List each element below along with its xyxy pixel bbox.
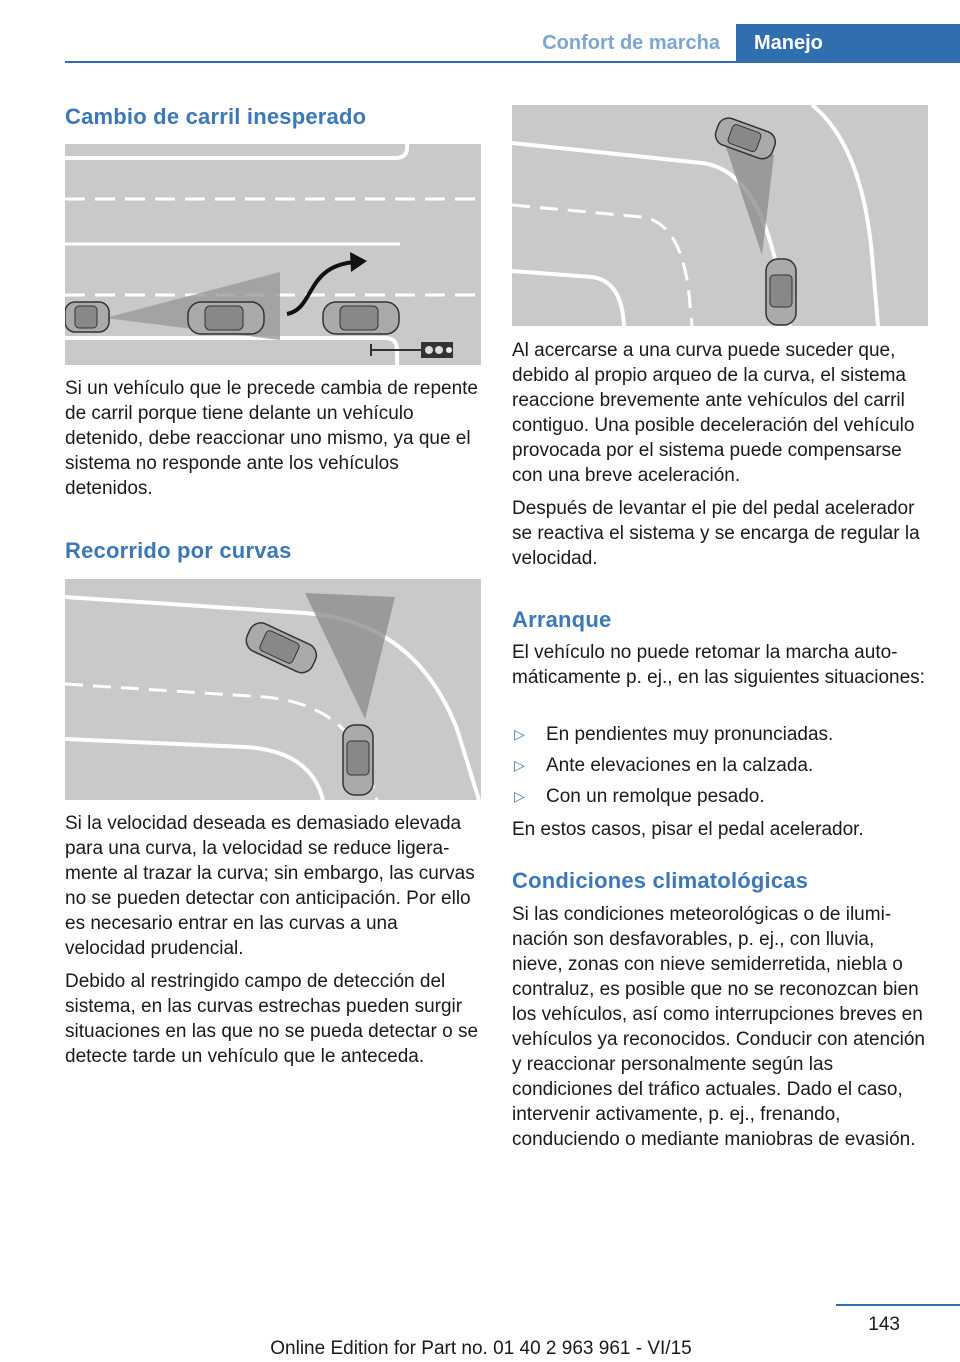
list-item: ▷ Ante elevaciones en la calzada. bbox=[514, 755, 814, 776]
heading-weather: Condiciones climatológicas bbox=[512, 868, 809, 893]
page-header bbox=[0, 24, 960, 62]
list-item: ▷ Con un remolque pesado. bbox=[514, 786, 765, 807]
car-adjacent-lane bbox=[766, 259, 796, 325]
page-number: 143 bbox=[868, 1314, 900, 1335]
start-conditions-list bbox=[512, 722, 928, 815]
car-ahead-curve bbox=[343, 725, 373, 795]
figure-curve-1 bbox=[65, 579, 481, 800]
header-chapter-tab: Manejo bbox=[736, 24, 960, 62]
paragraph-detection-field: Debido al restringido campo de detección del sistema, en las curvas estrechas pueden surgir situaciones en las que no se pueda detectar o se detecte tarde un vehículo que le anteceda. bbox=[65, 971, 479, 1067]
footer-rule bbox=[836, 1304, 960, 1306]
heading-unexpected-lane-change: Cambio de carril inesperado bbox=[65, 104, 367, 129]
figure-curve-2 bbox=[512, 105, 928, 326]
triangle-bullet-icon: ▷ bbox=[514, 757, 525, 773]
heading-curves: Recorrido por curvas bbox=[65, 538, 292, 563]
car-rear bbox=[65, 302, 109, 332]
paragraph-accelerator: En estos casos, pisar el pedal acelerador. bbox=[512, 819, 864, 840]
paragraph-weather: Si las condiciones meteorológicas o de iluminación son desfavorables, p. ej., con lluvia, nieve, zonas con nieve semiderretida, niebla o contraluz, es posible que no se reconozcan bien los vehículos, así como interrupciones breves en vehículos ya reconocidos. Conducir con atención y reaccionar personalmente según las condiciones del tráfico actuales. Dado el caso, intervenir activamente, p. ej., frenando, conduciendo o mediante maniobras de evasión. bbox=[512, 904, 925, 1150]
paragraph-adjacent-lane: Al acercarse a una curva puede suceder que, debido al propio arqueo de la curva, el sistema reaccione brevemente ante vehículos del carril contiguo. Una posible deceleración del vehículo provocada por el sistema puede compensarse con una breve aceleración. bbox=[512, 340, 915, 486]
paragraph-reactivation: Después de levantar el pie del pedal acelerador se reactiva el sistema y se encarga de regular la velocidad. bbox=[512, 498, 920, 569]
paragraph-curves: Si la velocidad deseada es demasiado elevada para una curva, la velocidad se reduce ligeramente al trazar la curva; sin embargo, las curvas no se pueden detectar con anticipación. Por ello es necesario entrar en las curvas a una velocidad prudencial. bbox=[65, 813, 475, 959]
triangle-bullet-icon: ▷ bbox=[514, 788, 525, 804]
curve-illustration-2 bbox=[512, 105, 928, 326]
figure-lane-change bbox=[65, 144, 481, 365]
car-stopped bbox=[323, 302, 399, 334]
header-rule bbox=[65, 61, 960, 63]
heading-start: Arranque bbox=[512, 607, 612, 632]
car-ego bbox=[188, 302, 264, 334]
paragraph-start: El vehículo no puede retomar la marcha automáticamente p. ej., en las siguientes situaciones: bbox=[512, 642, 925, 688]
edition-note: Online Edition for Part no. 01 40 2 963 961 - VI/15 bbox=[270, 1338, 692, 1359]
curve-illustration-1 bbox=[65, 579, 481, 800]
list-item: ▷ En pendientes muy pronunciadas. bbox=[514, 724, 834, 745]
paragraph-lane-change: Si un vehículo que le precede cambia de repente de carril porque tiene delante un vehículo detenido, debe reaccionar uno mismo, ya que el sistema no responde ante los vehículos detenidos. bbox=[65, 378, 478, 499]
triangle-bullet-icon: ▷ bbox=[514, 726, 525, 742]
lane-change-illustration bbox=[65, 144, 481, 365]
header-section-title: Confort de marcha bbox=[542, 32, 720, 54]
